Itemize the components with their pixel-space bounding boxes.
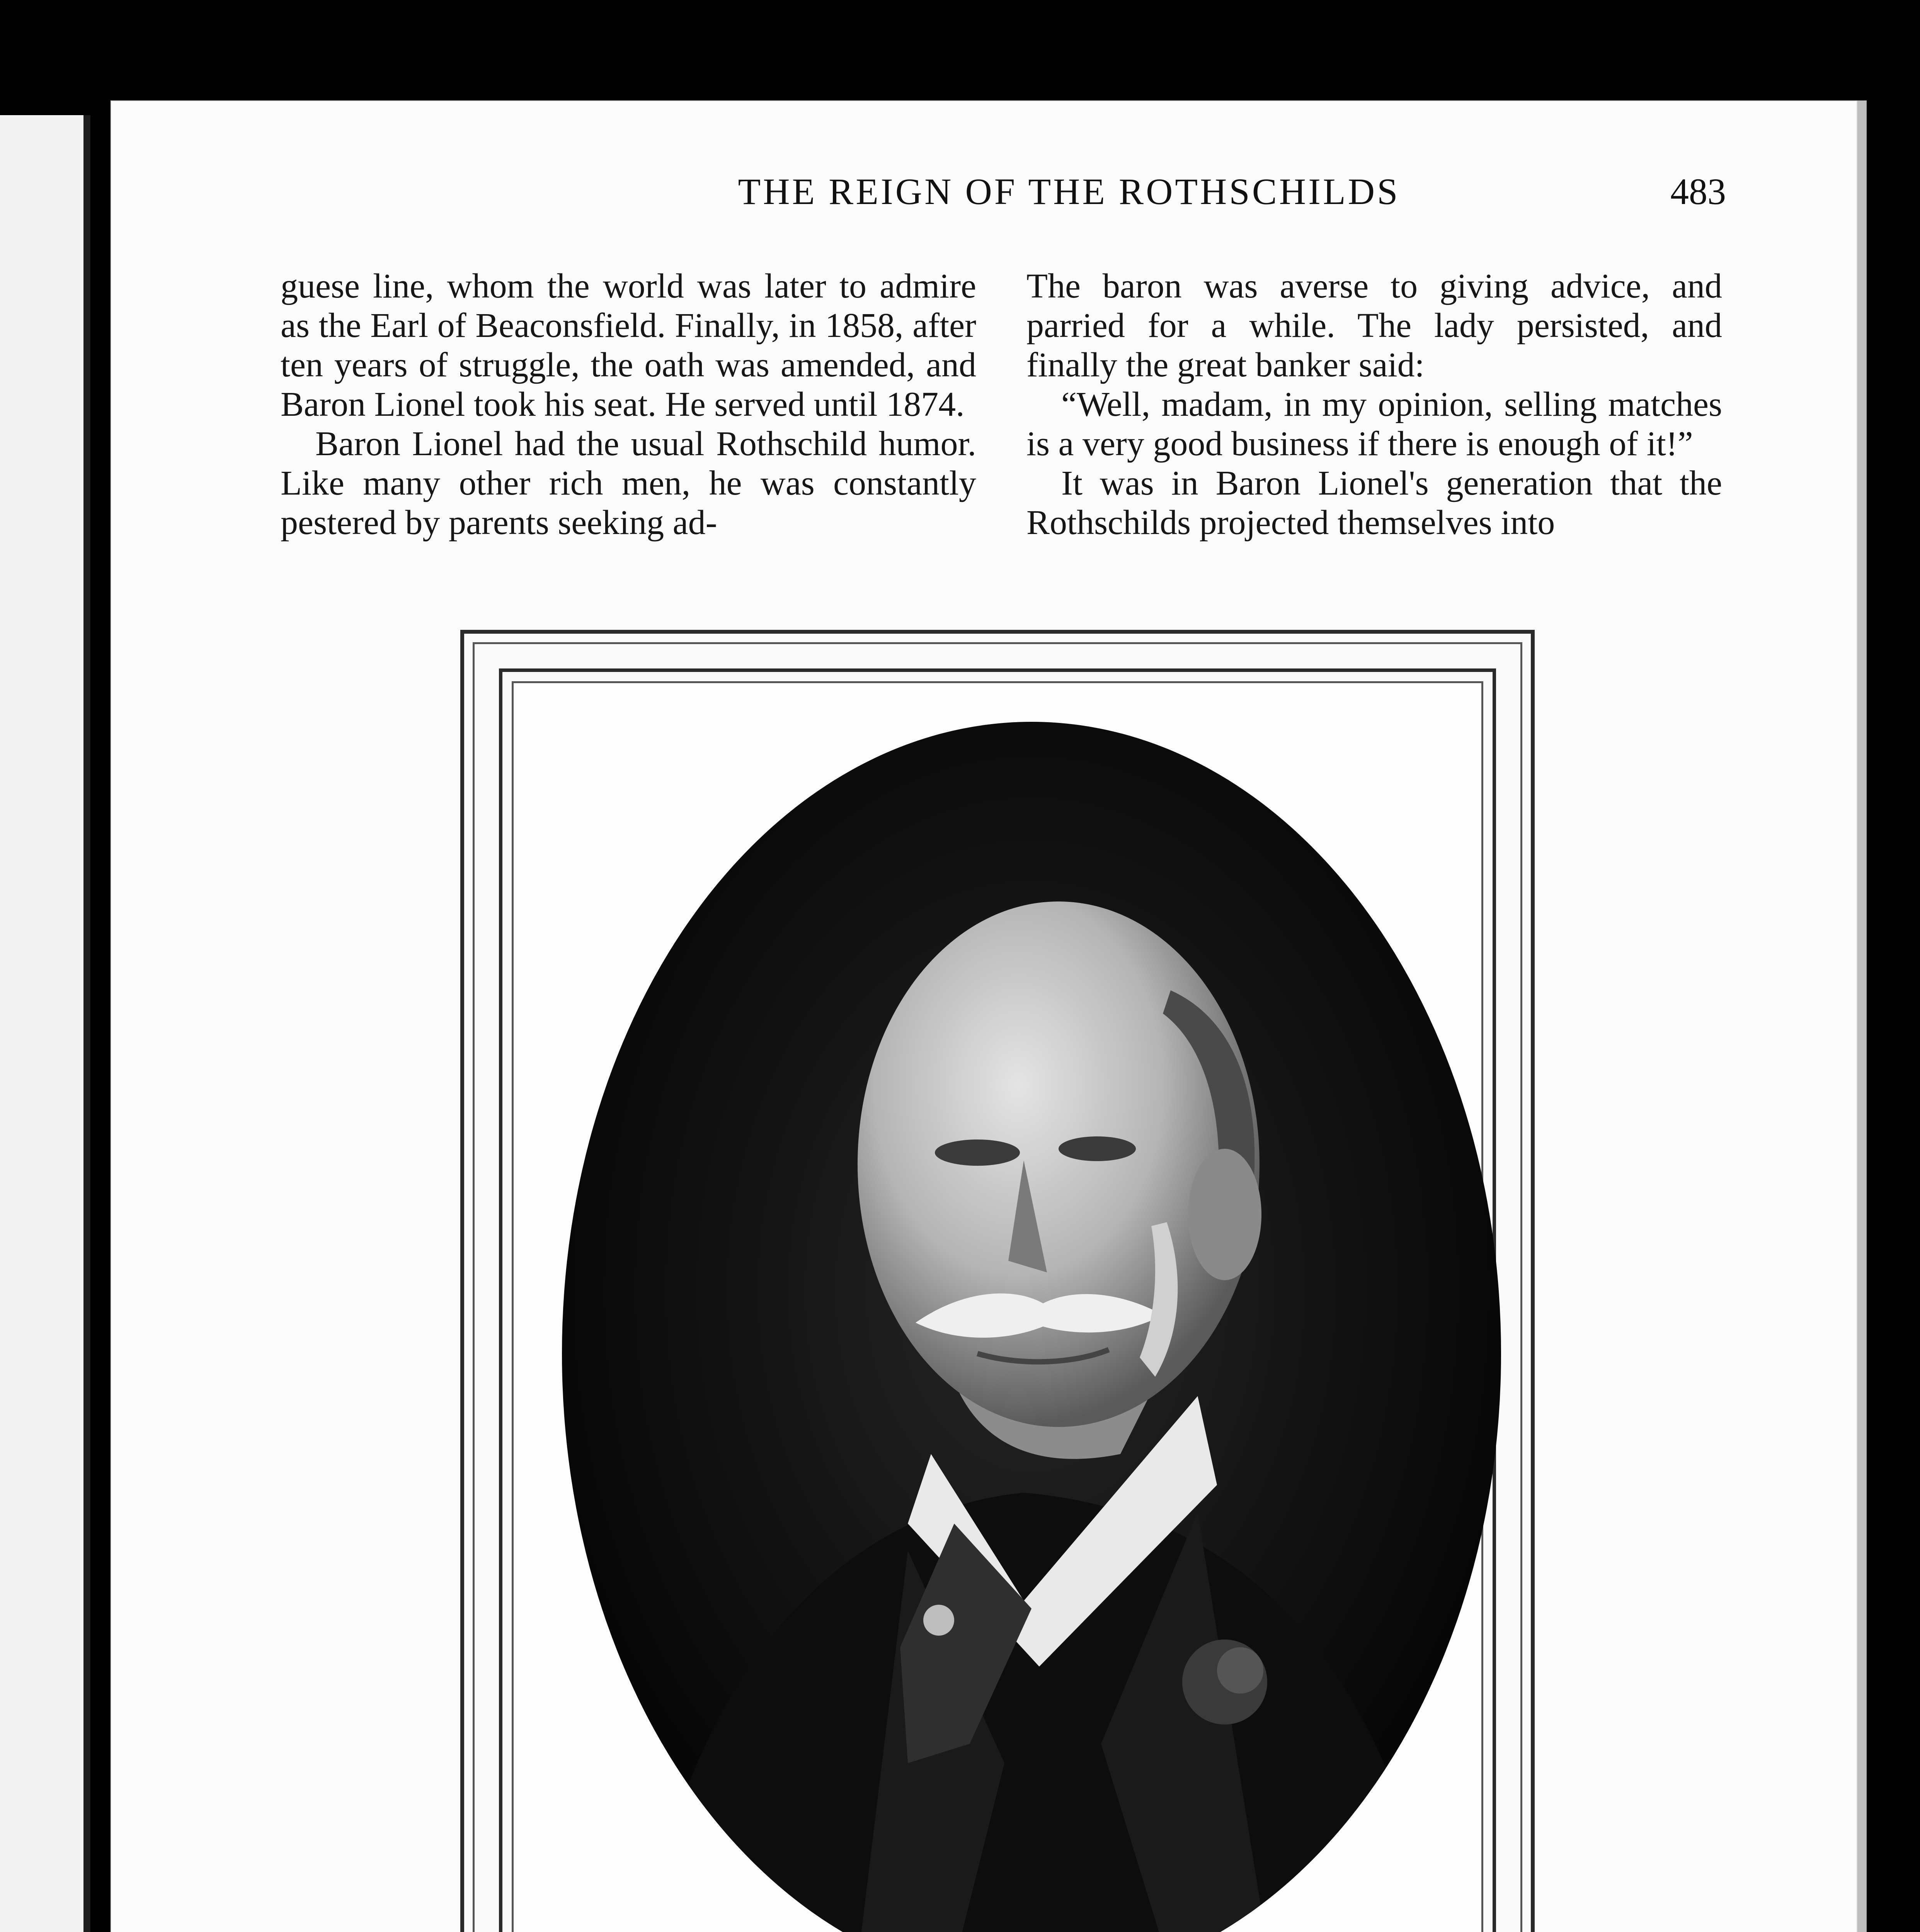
page-number: 483 [1670,171,1726,212]
running-title: THE REIGN OF THE ROTHSCHILDS [738,171,1400,212]
frame-inner-rule [512,681,1483,1932]
top-right-column [1026,267,1722,543]
magazine-page [111,100,1867,1932]
paragraph: It was in Baron Lionel's generation that the Rothschilds projected themselves into [1026,464,1722,542]
paragraph: The baron was averse to giving advice, and parried for a while. The lady persisted, and finally the great banker said: [1026,267,1722,384]
portrait-photograph [560,720,1503,1932]
paragraph: guese line, whom the world was later to admire as the Earl of Beaconsfield. Finally, in 1858, after ten years of struggle, the oath was amended, and Baron Lionel took his seat. He served until 1874. [281,267,976,423]
top-left-column [281,267,976,543]
portrait-frame [460,630,1535,1932]
paragraph: Baron Lionel had the usual Rothschild humor. Like many other rich men, he was constantly pestered by parents seeking ad- [281,425,976,542]
previous-page-edge [0,115,90,1932]
paragraph: “Well, madam, in my opinion, selling matches is a very good business if there is enough of it!” [1026,385,1722,463]
frame-inner-border [499,668,1496,1932]
